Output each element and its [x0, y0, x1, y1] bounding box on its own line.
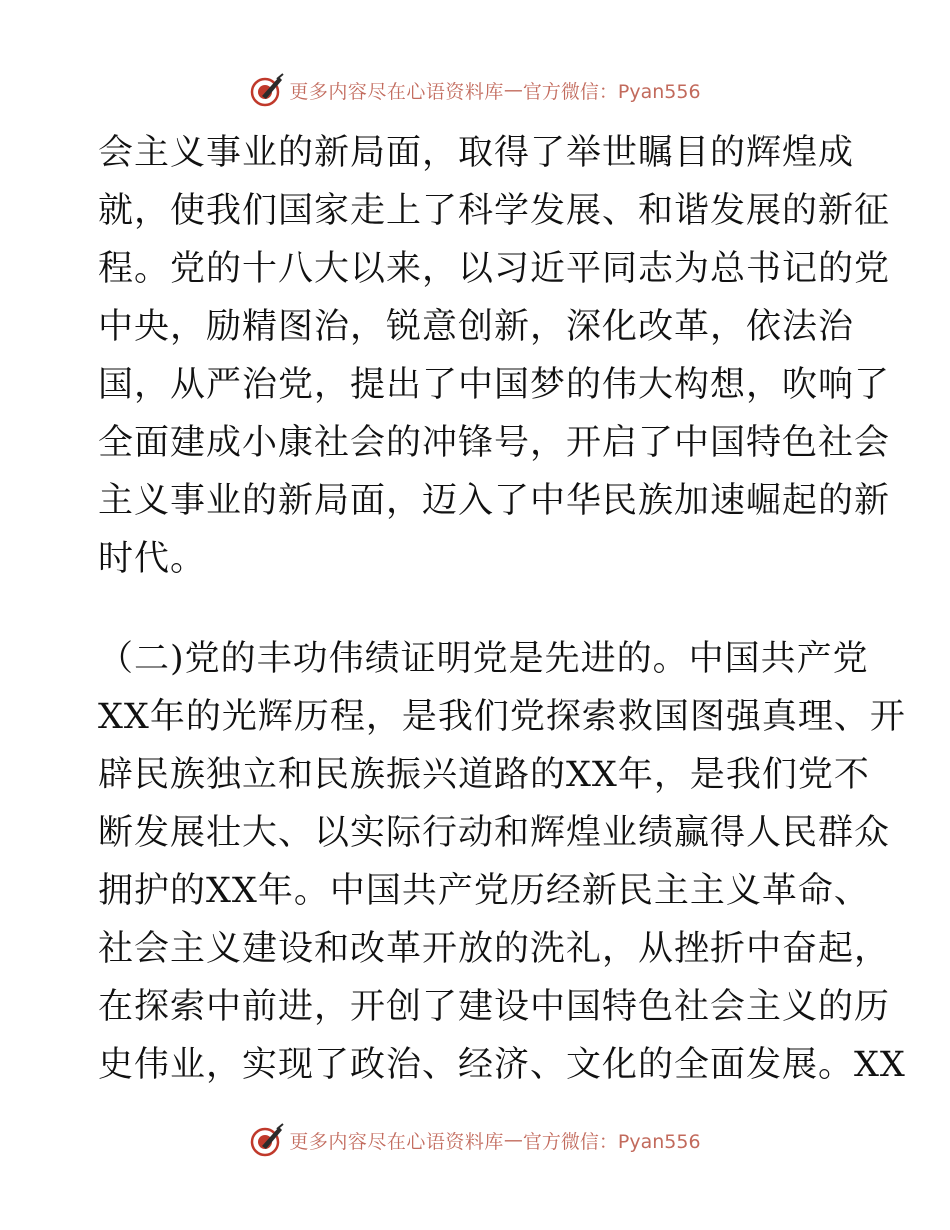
text-line: 辟民族独立和民族振兴道路的XX年，是我们党不 [98, 755, 870, 795]
text-line: 在探索中前进，开创了建设中国特色社会主义的历 [98, 987, 891, 1027]
text-line: 史伟业，实现了政治、经济、文化的全面发展。XX [98, 1045, 906, 1085]
footer-wechat-text: 官方微信：Pyan556 [522, 1130, 701, 1153]
text-line: 就，使我们国家走上了科学发展、和谐发展的新征 [98, 191, 891, 231]
text-line: 会主义事业的新局面，取得了举世瞩目的辉煌成 [98, 133, 855, 173]
text-line: （二)党的丰功伟绩证明党是先进的。中国共产党 [98, 639, 869, 679]
text-line: 断发展壮大、以实际行动和辉煌业绩赢得人民群众 [98, 813, 891, 853]
paragraph-1 [98, 124, 891, 588]
text-line: 拥护的XX年。中国共产党历经新民主主义革命、 [98, 871, 870, 911]
text-line: 中央，励精图治，锐意创新，深化改革，依法治 [98, 307, 855, 347]
text-line: XX年的光辉历程，是我们党探索救国图强真理、开 [98, 697, 906, 737]
header-brand-text: 更多内容尽在心语资料库 [289, 80, 504, 103]
quill-logo-icon [249, 1122, 285, 1158]
text-line: 国，从严治党，提出了中国梦的伟大构想，吹响了 [98, 365, 891, 405]
text-line: 主义事业的新局面，迈入了中华民族加速崛起的新 [98, 481, 891, 521]
text-line: 全面建成小康社会的冲锋号，开启了中国特色社会 [98, 423, 891, 463]
footer-banner [0, 1120, 950, 1160]
header-banner [0, 70, 950, 110]
header-wechat-text: 官方微信：Pyan556 [522, 80, 701, 103]
paragraph-gap [98, 588, 858, 630]
text-line: 程。党的十八大以来，以习近平同志为总书记的党 [98, 249, 891, 289]
footer-brand-text: 更多内容尽在心语资料库 [289, 1130, 504, 1153]
document-body [98, 124, 906, 1094]
quill-logo-icon [249, 72, 285, 108]
text-line: 社会主义建设和改革开放的洗礼，从挫折中奋起， [98, 929, 891, 969]
text-line: 时代。 [98, 539, 207, 579]
footer-dash: — [503, 1129, 523, 1151]
header-dash: — [503, 79, 523, 101]
paragraph-2 [98, 630, 906, 1094]
